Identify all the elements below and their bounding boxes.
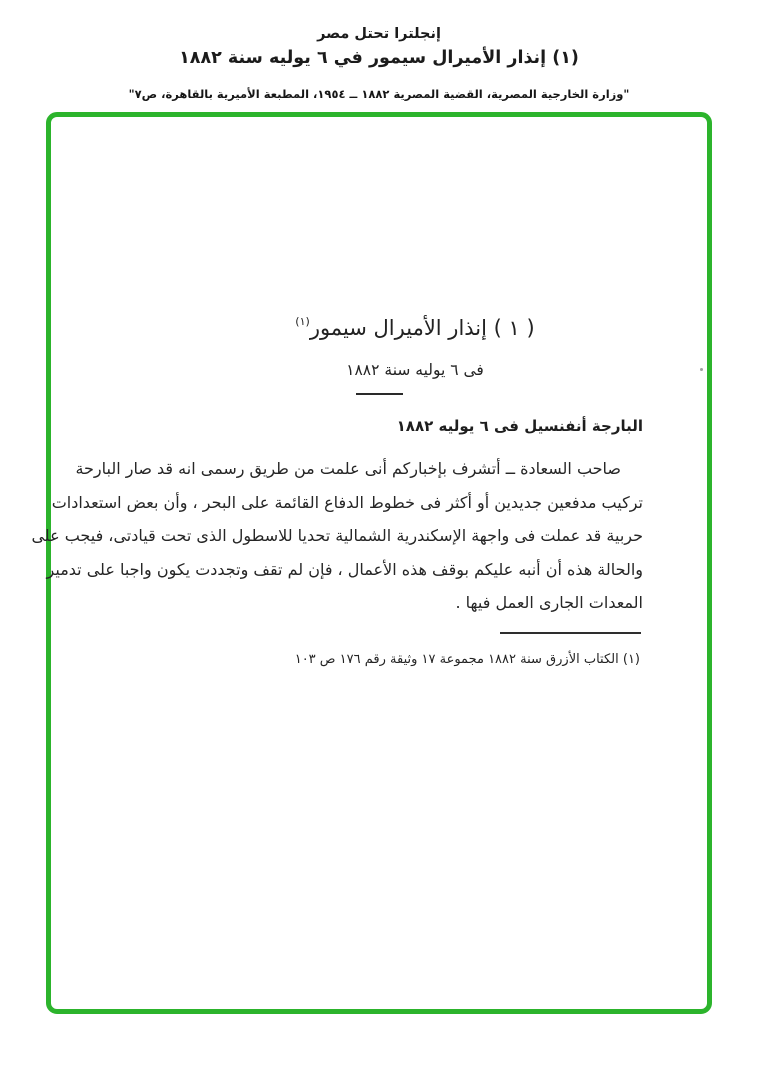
body-line: حربية قد عملت فى واجهة الإسكندرية الشمالية تحديا للاسطول الذى تحت قيادتى، فيجب على: [31, 526, 643, 545]
document-title-text: ( ١ ) إنذار الأميرال سيمور: [309, 316, 535, 340]
document-title: [120, 316, 710, 340]
page-header-source-citation: "وزارة الخارجية المصرية، القضية المصرية ١٨٨٢ ــ ١٩٥٤، المطبعة الأميرية بالقاهرة، ص٧": [128, 87, 630, 101]
body-line: تركيب مدفعين جديدين أو أكثر فى خطوط الدفاع القائمة على البحر ، وأن بعض استعدادات: [51, 492, 643, 512]
letter-dateline: البارجة أنفنسيل فى ٦ يوليه ١٨٨٢: [396, 417, 643, 435]
page-header-subtitle: (١) إنذار الأميرال سيمور في ٦ يوليه سنة ١٨٨٢: [179, 48, 579, 68]
document-date-subtitle: فى ٦ يوليه سنة ١٨٨٢: [346, 361, 484, 379]
body-line: صاحب السعادة ــ أتشرف بإخباركم أنى علمت من طريق رسمى انه قد صار البارحة: [75, 459, 621, 478]
page-header-title: إنجلترا تحتل مصر: [317, 26, 441, 42]
scan-artifact-dot: [700, 368, 703, 371]
body-line: المعدات الجارى العمل فيها .: [455, 593, 643, 612]
footnote-divider-rule: [500, 632, 641, 634]
title-divider-rule: [356, 393, 403, 395]
footnote-reference-mark: (١): [295, 315, 310, 328]
body-line: والحالة هذه أن أنبه عليكم بوقف هذه الأعمال ، فإن لم تقف وتجددت يكون واجبا على تدمير: [46, 559, 643, 579]
letter-body-paragraph: [31, 452, 643, 620]
footnote-text: (١) الكتاب الأزرق سنة ١٨٨٢ مجموعة ١٧ وثيقة رقم ١٧٦ ص ١٠٣: [294, 652, 640, 667]
